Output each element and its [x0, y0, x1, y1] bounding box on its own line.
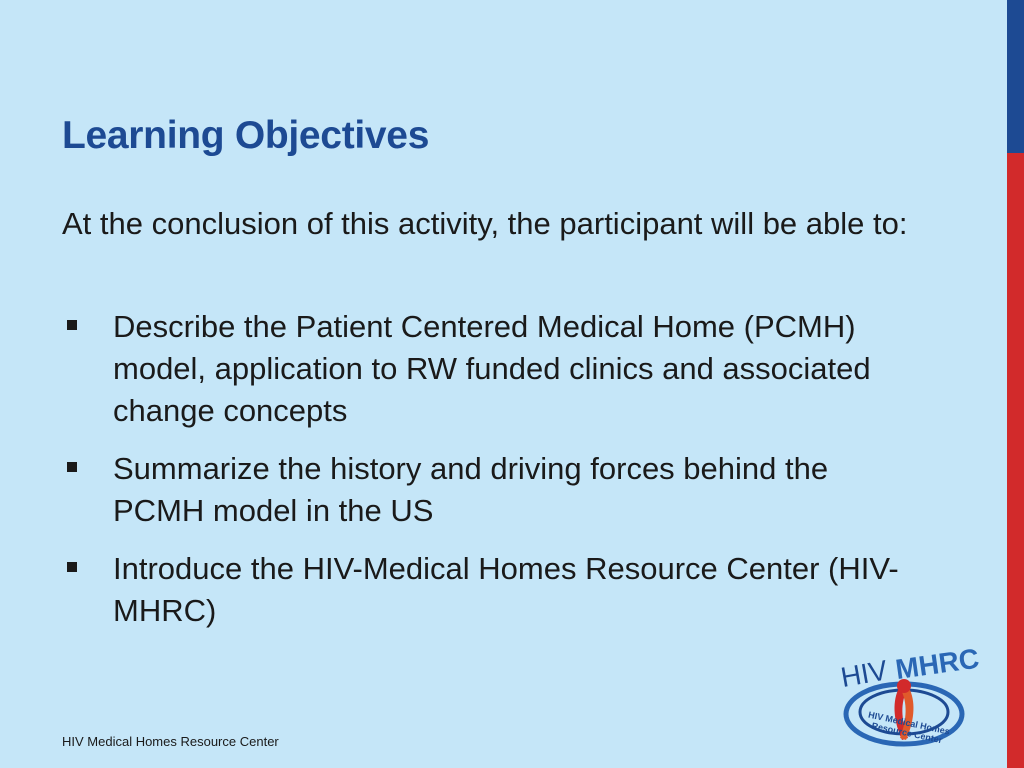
objective-text: Introduce the HIV-Medical Homes Resource Center (HIV-MHRC)	[113, 551, 899, 628]
edge-bar-red	[1007, 153, 1024, 768]
logo-hiv-text: HIV	[838, 654, 890, 694]
hiv-mhrc-logo	[836, 642, 982, 758]
square-bullet-icon	[67, 320, 77, 330]
square-bullet-icon	[67, 562, 77, 572]
footer-text: HIV Medical Homes Resource Center	[62, 734, 279, 749]
square-bullet-icon	[67, 462, 77, 472]
intro-text: At the conclusion of this activity, the participant will be able to:	[62, 206, 908, 241]
objective-item-2	[62, 448, 922, 532]
objective-item-3	[62, 548, 922, 632]
objectives-list	[62, 306, 922, 648]
objective-text: Summarize the history and driving forces behind the PCMH model in the US	[113, 451, 829, 528]
edge-bar-blue	[1007, 0, 1024, 153]
logo-subtitle: HIV Medical Homes Resource Center	[867, 709, 951, 746]
objective-item-1	[62, 306, 922, 432]
slide-title: Learning Objectives	[62, 114, 430, 157]
objective-text: Describe the Patient Centered Medical Home (PCMH) model, application to RW funded clinics and associated change concepts	[113, 309, 871, 428]
logo-mhrc-text: MHRC	[893, 642, 982, 686]
